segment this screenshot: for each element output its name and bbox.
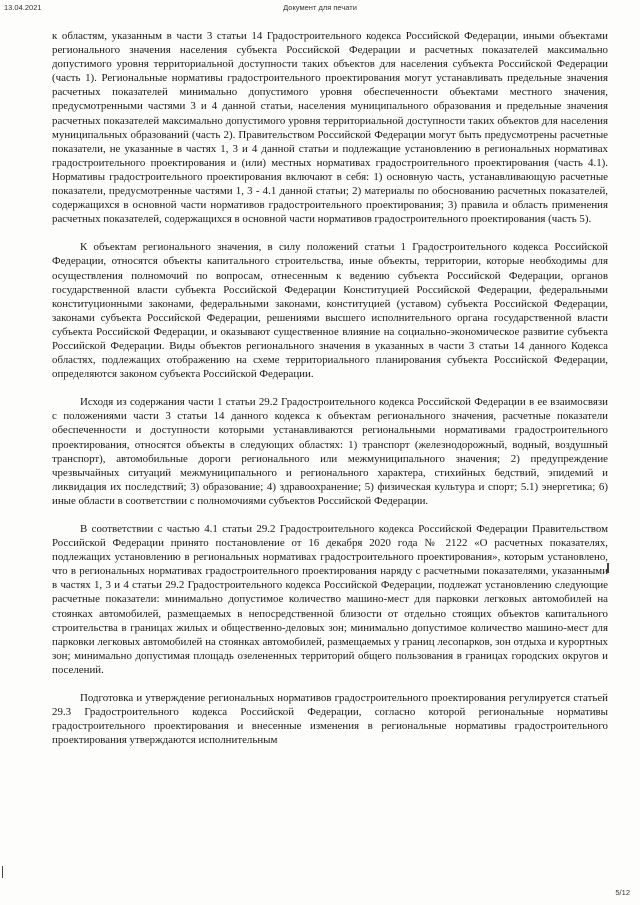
print-header bbox=[0, 3, 640, 17]
paragraph: Подготовка и утверждение региональных нормативов градостроительного проектирования регулируется статьей 29.3 Градостроительного кодекса Российской Федерации, согласно которой региональные нормативы градостроительного проектирования и внесенные изменения в региональные нормативы градостроительного проектирования утверждаются исполнительным bbox=[52, 692, 608, 747]
margin-mark bbox=[2, 866, 3, 878]
print-date: 13.04.2021 bbox=[4, 3, 42, 12]
paragraph: к областям, указанным в части 3 статьи 14 Градостроительного кодекса Российской Федерации, иными объектами регионального значения населения субъекта Российской Федерации и расчетных показателей максимально допустимого уровня территориальной доступности таких объектов для населения субъекта Российской Федерации (часть 1). Региональные нормативы градостроительного проектирования могут устанавливать предельные значения расчетных показателей минимально допустимого уровня обеспеченности объектами местного значения, предусмотренными частями 3 и 4 данной статьи, населения муниципального образования и предельные значения расчетных показателей максимально допустимого уровня территориальной доступности таких объектов для населения муниципальных образований (часть 2). Правительством Российской Федерации могут быть предусмотрены расчетные показатели, не указанные в частях 1, 3 и 4 данной статьи и подлежащие установлению в региональных нормативах градостроительного проектирования и (или) местных нормативах градостроительного проектирования (часть 4.1). Нормативы градостроительного проектирования включают в себя: 1) основную часть, устанавливающую расчетные показатели, предусмотренные частями 1, 3 - 4.1 данной статьи; 2) материалы по обоснованию расчетных показателей, содержащихся в основной части нормативов градостроительного проектирования; 3) правила и область применения расчетных показателей, содержащихся в основной части нормативов градостроительного проектирования (часть 5). bbox=[52, 30, 608, 226]
paragraph: К объектам регионального значения, в силу положений статьи 1 Градостроительного кодекса Российской Федерации, относятся объекты капитального строительства, иные объекты, территории, которые необходимы для осуществления полномочий по вопросам, отнесенным к ведению субъекта Российской Федерации, органов государственной власти субъекта Российской Федерации Конституцией Российской Федерации, федеральными конституционными законами, федеральными законами, конституцией (уставом) субъекта Российской Федерации, законами субъекта Российской Федерации, решениями высшего исполнительного органа государственной власти субъекта Российской Федерации, и оказывают существенное влияние на социально-экономическое развитие субъекта Российской Федерации. Виды объектов регионального значения в указанных в части 3 статьи 14 данного Кодекса областях, подлежащих отображению на схеме территориального планирования субъекта Российской Федерации, определяются законом субъекта Российской Федерации. bbox=[52, 241, 608, 381]
paragraph: В соответствии с частью 4.1 статьи 29.2 Градостроительного кодекса Российской Федерации Правительством Российской Федерации принято постановление от 16 декабря 2020 года № 2122 «О расчетных показателях, подлежащих установлению в региональных нормативах градостроительного проектирования», которым установлено, что в региональных нормативах градостроительного проектирования наряду с расчетными показателями, указанными в частях 1, 3 и 4 статьи 29.2 Градостроительного кодекса Российской Федерации, подлежат установлению следующие расчетные показатели: минимально допустимое количество машино-мест для парковки легковых автомобилей на стоянках автомобилей, размещаемых в непосредственной близости от отдельно стоящих объектов капитального строительства в границах жилых и общественно-деловых зон; минимально допустимое количество машино-мест для парковки легковых автомобилей на стоянках автомобилей, размещаемых у границ лесопарков, зон отдыха и курортных зон; минимально допустимая площадь озелененных территорий общего пользования в границах городских округов и поселений. bbox=[52, 523, 608, 676]
print-title: Документ для печати bbox=[283, 3, 357, 12]
document-body bbox=[52, 29, 608, 747]
paragraph: Исходя из содержания части 1 статьи 29.2 Градостроительного кодекса Российской Федерации в ее взаимосвязи с положениями части 3 статьи 14 данного кодекса к объектам регионального значения, расчетные показатели обеспеченности и доступности которыми устанавливаются региональными нормативами градостроительного проектирования, относятся объекты в следующих областях: 1) транспорт (железнодорожный, водный, воздушный транспорт), автомобильные дороги регионального или межмуниципального значения; 2) предупреждение чрезвычайных ситуаций межмуниципального и регионального характера, стихийных бедствий, эпидемий и ликвидация их последствий; 3) образование; 4) здравоохранение; 5) физическая культура и спорт; 5.1) энергетика; 6) иные области в соответствии с полномочиями субъектов Российской Федерации. bbox=[52, 396, 608, 507]
page-number: 5/12 bbox=[615, 888, 630, 897]
